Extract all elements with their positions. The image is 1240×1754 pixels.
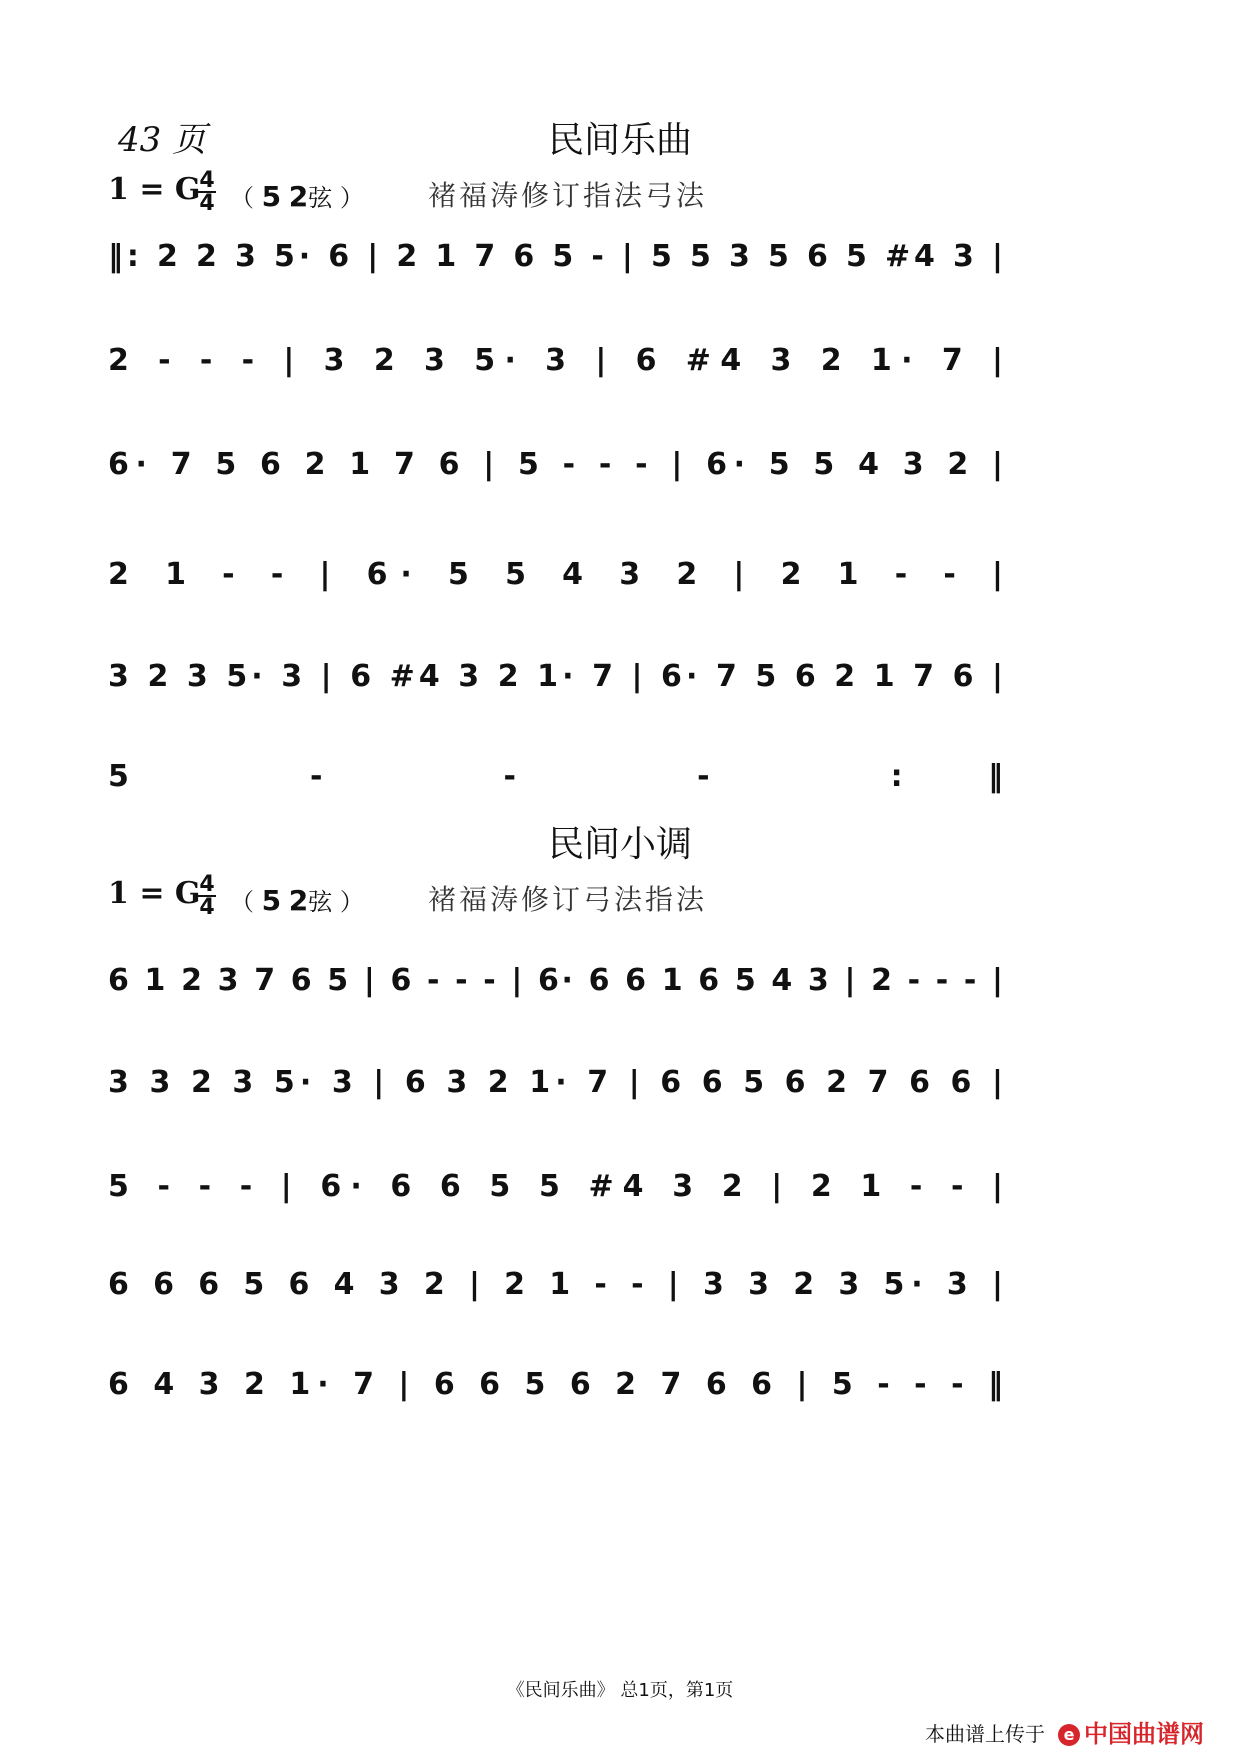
piece-2-score bbox=[0, 904, 1240, 1464]
time-sig-numerator: 4 bbox=[199, 168, 215, 193]
upload-notice: 本曲谱上传于 bbox=[925, 1722, 1045, 1746]
logo-text: 中国曲谱网 bbox=[1084, 1720, 1204, 1748]
notation-line bbox=[108, 659, 1003, 694]
tuning-low: 5 bbox=[261, 180, 282, 213]
logo-mark-icon: e bbox=[1058, 1724, 1080, 1746]
notation-text: 2 1 - - | 6· 5 5 4 3 2 | 2 1 - - | bbox=[108, 557, 1003, 592]
notation-text: 3 3 2 3 5· 3 | 6 3 2 1· 7 | 6 6 5 6 2 7 6 6 | bbox=[108, 1065, 1004, 1100]
tuning-open-paren: （ bbox=[230, 184, 254, 212]
piece-1-title: 民间乐曲 bbox=[547, 120, 692, 161]
tuning-low: 5 bbox=[261, 884, 282, 917]
piece-2-credit: 褚福涛修订弓法指法 bbox=[428, 883, 708, 916]
notation-text: 3 2 3 5· 3 | 6 #4 3 2 1· 7 | 6· 7 5 6 2 1 7 6 | bbox=[108, 659, 1003, 694]
notation-line bbox=[108, 1169, 1003, 1204]
piece-1-credit: 褚福涛修订指法弓法 bbox=[428, 179, 708, 212]
notation-text: ‖: 2 2 3 5· 6 | 2 1 7 6 5 - | 5 5 3 5 6 5 #4 3 | bbox=[108, 239, 1004, 274]
notation-text: 6 1 2 3 7 6 5 | 6 - - - | 6· 6 6 1 6 5 4 3 | 2 - - - | bbox=[108, 963, 1003, 998]
piece-2-title: 民间小调 bbox=[547, 824, 692, 865]
piece-1-key: 1 = G bbox=[108, 172, 201, 207]
tuning-string: 弦 bbox=[308, 184, 333, 212]
page-number: 43 页 bbox=[118, 120, 207, 160]
notation-line bbox=[108, 1367, 1003, 1402]
tuning-open-paren: （ bbox=[230, 888, 254, 916]
time-sig-numerator: 4 bbox=[199, 872, 215, 897]
notation-line bbox=[108, 239, 1003, 274]
piece-2-key: 1 = G bbox=[108, 876, 201, 911]
notation-text: 6 6 6 5 6 4 3 2 | 2 1 - - | 3 3 2 3 5· 3 | bbox=[108, 1267, 1003, 1302]
page-footer: 《民间乐曲》 总1页，第1页 bbox=[506, 1680, 734, 1701]
site-logo bbox=[1058, 1714, 1204, 1749]
notation-line bbox=[108, 447, 1003, 482]
tuning-string: 弦 bbox=[308, 888, 333, 916]
notation-text: 5 - - - :‖ bbox=[108, 759, 1003, 794]
notation-line bbox=[108, 557, 1003, 592]
tuning-close-paren: ） bbox=[339, 888, 364, 916]
notation-line bbox=[108, 963, 1003, 998]
notation-line bbox=[108, 1267, 1003, 1302]
time-sig-denominator: 4 bbox=[199, 191, 215, 216]
tuning-high: 2 bbox=[288, 180, 309, 213]
notation-text: 5 - - - | 6· 6 6 5 5 #4 3 2 | 2 1 - - | bbox=[108, 1169, 1003, 1204]
notation-line bbox=[108, 343, 1003, 378]
notation-text: 2 - - - | 3 2 3 5· 3 | 6 #4 3 2 1· 7 | bbox=[108, 343, 1003, 378]
notation-text: 6· 7 5 6 2 1 7 6 | 5 - - - | 6· 5 5 4 3 2 | bbox=[108, 447, 1003, 482]
tuning-high: 2 bbox=[288, 884, 309, 917]
notation-line bbox=[108, 1065, 1003, 1100]
notation-line bbox=[108, 759, 1003, 794]
time-sig-denominator: 4 bbox=[199, 895, 215, 920]
tuning-close-paren: ） bbox=[339, 184, 364, 212]
piece-1-score bbox=[0, 200, 1240, 840]
notation-text: 6 4 3 2 1· 7 | 6 6 5 6 2 7 6 6 | 5 - - - ‖ bbox=[108, 1367, 1003, 1402]
